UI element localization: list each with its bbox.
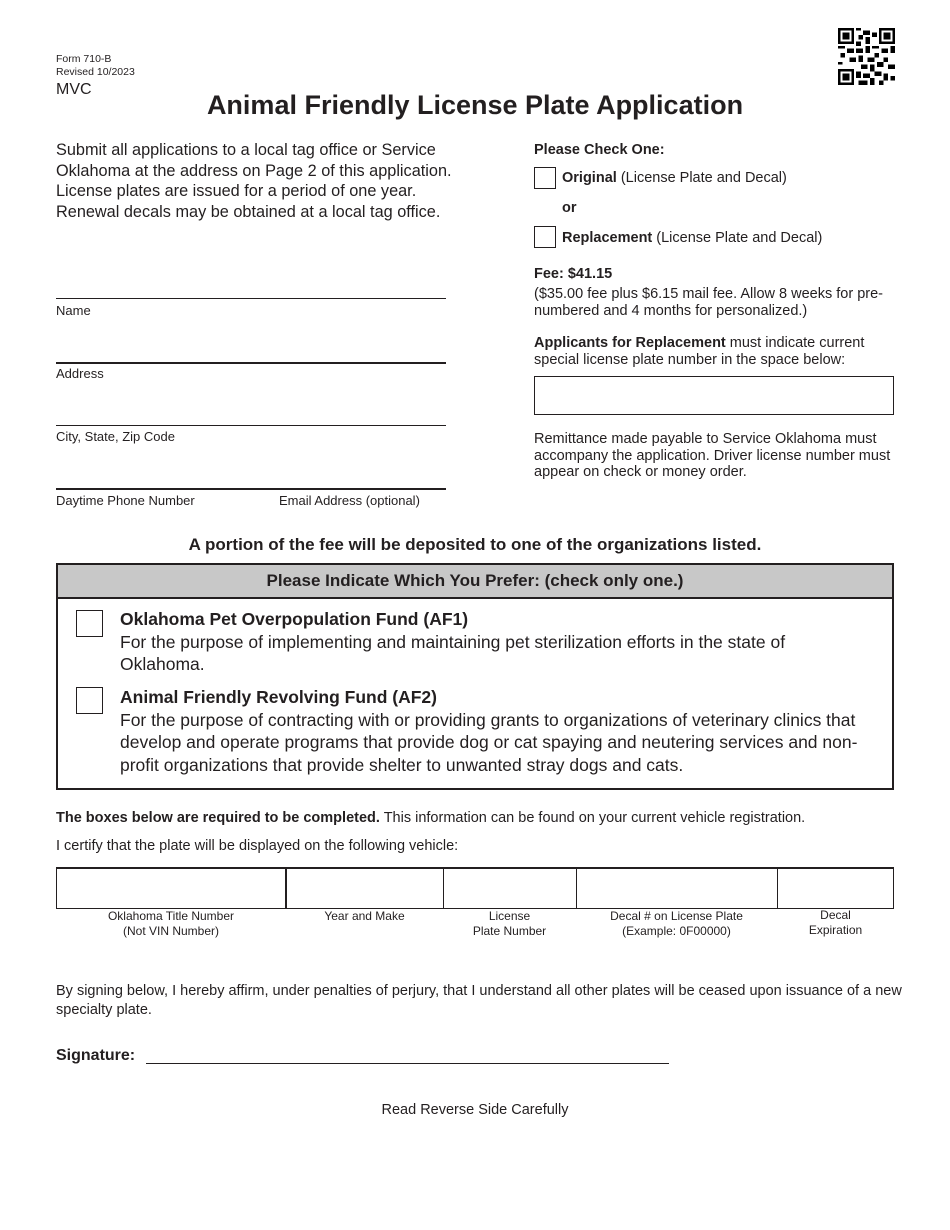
replacement-option-label: Replacement (License Plate and Decal) xyxy=(562,230,823,246)
form-number-block xyxy=(56,53,135,79)
decal-number-label: Decal # on License Plate (Example: 0F00000) xyxy=(610,909,743,938)
phone-email-field[interactable] xyxy=(56,488,446,490)
page-title: Animal Friendly License Plate Application xyxy=(206,90,744,120)
name-label: Name xyxy=(56,303,91,318)
or-label: or xyxy=(562,200,577,216)
email-label: Email Address (optional) xyxy=(279,493,420,508)
form-number: Form 710-B xyxy=(56,53,112,65)
remittance-note: Remittance made payable to Service Oklahoma must accompany the application. Driver license number must appear on check or money order. xyxy=(534,431,891,480)
fee-block xyxy=(534,266,894,320)
current-plate-number-input[interactable] xyxy=(534,376,894,415)
license-plate-number-label: License Plate Number xyxy=(472,909,547,938)
signature-label: Signature: xyxy=(56,1047,136,1064)
af2-checkbox[interactable] xyxy=(76,687,103,714)
replacement-note: Applicants for Replacement must indicate current special license plate number in the space below: xyxy=(534,335,865,368)
signature-field[interactable] xyxy=(146,1063,669,1064)
fee-portion-note: A portion of the fee will be deposited to one of the organizations listed. xyxy=(188,535,762,554)
year-make-label: Year and Make xyxy=(324,909,405,923)
footer-note: Read Reverse Side Carefully xyxy=(381,1102,569,1118)
year-make-input[interactable] xyxy=(287,869,444,908)
address-label: Address xyxy=(56,366,104,381)
af1-checkbox[interactable] xyxy=(76,610,103,637)
decal-expiration-label: Decal Expiration xyxy=(808,908,863,937)
original-option-label: Original (License Plate and Decal) xyxy=(562,170,787,186)
certify-text: I certify that the plate will be displayed on the following vehicle: xyxy=(56,838,459,854)
organization-table-header: Please Indicate Which You Prefer: (check only one.) xyxy=(58,565,892,599)
address-field[interactable] xyxy=(56,362,446,364)
af2-description: For the purpose of contracting with or providing grants to organizations of veterinary clinics that develop and operate programs that provide dog or cat spaying and neutering services and non-profit organizations that provide shelter to unwanted stray dogs and cats. xyxy=(120,709,858,775)
revision-date: Revised 10/2023 xyxy=(56,66,135,78)
title-number-label: Oklahoma Title Number (Not VIN Number) xyxy=(107,909,235,938)
city-state-zip-label: City, State, Zip Code xyxy=(56,429,175,444)
title-number-input[interactable] xyxy=(57,869,287,908)
af1-description: For the purpose of implementing and maintaining pet sterilization efforts in the state of Oklahoma. xyxy=(120,631,786,674)
replacement-checkbox[interactable] xyxy=(534,226,556,248)
required-note: The boxes below are required to be completed. This information can be found on your current vehicle registration. xyxy=(56,810,806,826)
organization-selection-table xyxy=(56,563,894,790)
check-one-title: Please Check One: xyxy=(534,142,665,158)
intro-text: Submit all applications to a local tag office or Service Oklahoma at the address on Page 2 of this application. License plates are issued for a period of one year. Renewal decals may be obtained at a local tag office. xyxy=(56,141,452,221)
division-label: MVC xyxy=(56,81,92,98)
decal-expiration-input[interactable] xyxy=(778,869,893,908)
name-field[interactable] xyxy=(56,298,446,299)
decal-number-input[interactable] xyxy=(577,869,778,908)
fee-detail: ($35.00 fee plus $6.15 mail fee. Allow 8 weeks for pre-numbered and 4 months for personalized.) xyxy=(534,286,883,319)
af2-name: Animal Friendly Revolving Fund (AF2) xyxy=(120,687,437,707)
city-state-zip-field[interactable] xyxy=(56,425,446,426)
phone-label: Daytime Phone Number xyxy=(56,493,195,508)
fee-amount: Fee: $41.15 xyxy=(534,266,613,282)
license-plate-number-input[interactable] xyxy=(444,869,577,908)
vehicle-info-row xyxy=(56,867,894,909)
af1-name: Oklahoma Pet Overpopulation Fund (AF1) xyxy=(120,609,469,629)
affirmation-text: By signing below, I hereby affirm, under penalties of perjury, that I understand all other plates will be ceased upon issuance of a new specialty plate. xyxy=(56,983,902,1018)
original-checkbox[interactable] xyxy=(534,167,556,189)
qr-code-icon xyxy=(838,28,895,85)
